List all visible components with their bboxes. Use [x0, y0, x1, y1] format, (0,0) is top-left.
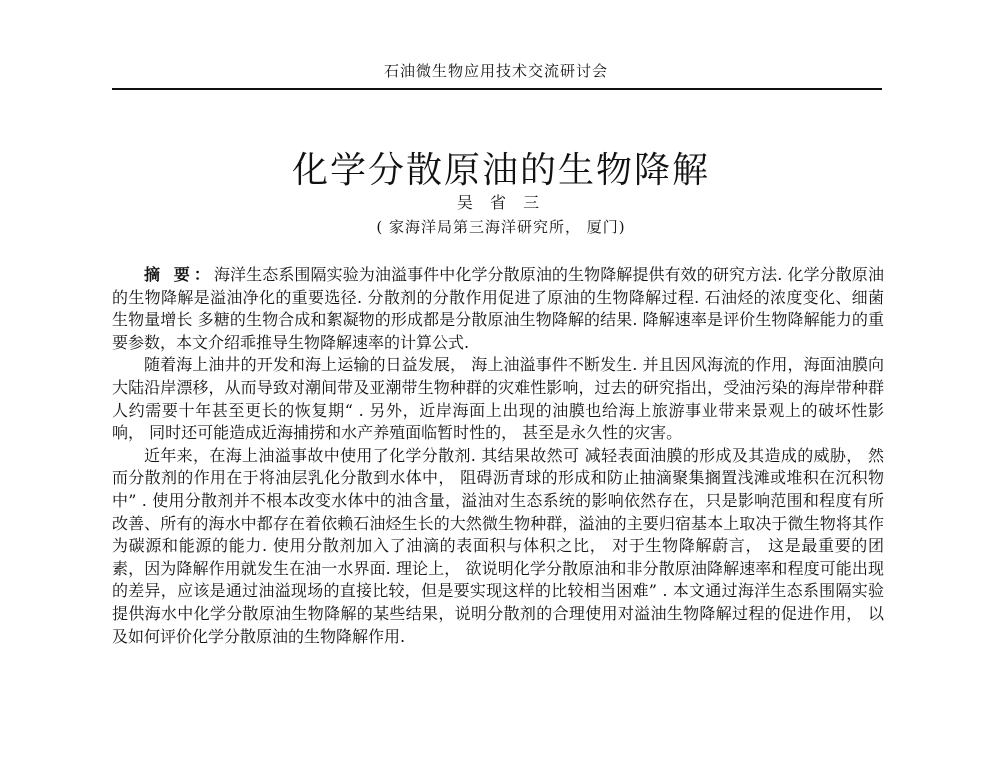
body-paragraph-2: 近年来，在海上油溢事故中使用了化学分散剂. 其结果故然可 减轻表面油膜的形成及其造成的威胁， 然而分散剂的作用在于将油层乳化分散到水体中， 阻碍沥青球的形成和防止抽滴聚集搁置浅滩或堆积在沉积物中” . 使用分散剂并不根本改变水体中的油含量，溢油对生态系统的影响依然存在，只是影响范围和程度有所改善、所有的海水中都存在着依赖石油烃生长的大然微生物种群，溢油的主要归宿基本上取决于微生物将其作为碳源和能源的能力. 使用分散剂加入了油滴的表面积与体积之比， 对于生物降解蔚言， 这是最重要的团素，因为降解作用就发生在油一水界面. 理论上， 欲说明化学分散原油和非分散原油降解速率和程度可能出现的差异，应该是通过油溢现场的直接比较，但是要实现这样的比较相当困难” . 本文通过海洋生态系围隔实验提供海水中化学分散原油生物降解的某些结果，说明分散剂的合理使用对溢油生物降解过程的促进作用， 以及如何评价化学分散原油的生物降解作用. — [112, 445, 884, 646]
abstract-paragraph — [112, 264, 884, 354]
abstract-text: 海洋生态系围隔实验为油溢事件中化学分散原油的生物降解提供有效的研究方法. 化学分散原油的生物降解是溢油净化的重要选径. 分散剂的分散作用促进了原油的生物降解过程. 石油烃的浓度变化、细菌生物量增长 多糖的生物合成和絮凝物的形成都是分散原油生物降解的结果. 降解速率是评价生物降解能力的重要参数，本文介绍乖推导生物降解速率的计算公式. — [112, 265, 884, 352]
article-author: 吴 省 三 — [456, 193, 546, 212]
running-header: 石油微生物应用技术交流研讨会 — [383, 62, 608, 80]
article-affiliation: ( 家海洋局第三海洋研究所， 厦门) — [376, 218, 626, 236]
header-rule — [112, 88, 882, 90]
article-title: 化学分散原油的生物降解 — [291, 150, 710, 192]
body-paragraph-1: 随着海上油井的开发和海上运输的日益发展， 海上油溢事件不断发生. 并且因风海流的作用，海面油膜向大陆沿岸漂移，从而导致对潮间带及亚潮带生物种群的灾难性影响，过去的研究指出，受油污染的海岸带种群人约需要十年甚至更长的恢复期“ . 另外，近岸海面上出现的油膜也给海上旅游事业带来景观上的破坏性影响， 同时还可能造成近海捕捞和水产养殖面临暂时性的， 甚至是永久性的灾害。 — [112, 355, 884, 443]
abstract-label: 摘 要： — [144, 265, 214, 284]
article-body — [112, 264, 884, 648]
